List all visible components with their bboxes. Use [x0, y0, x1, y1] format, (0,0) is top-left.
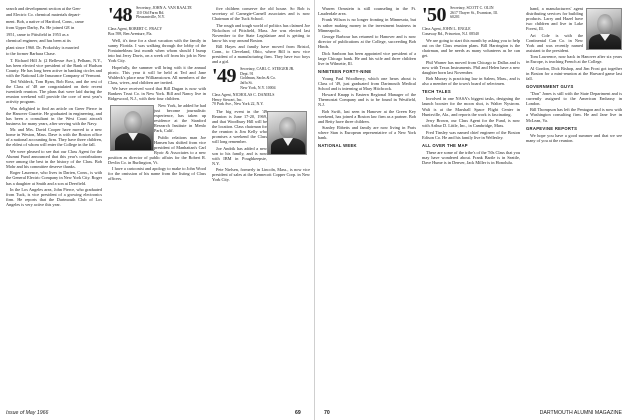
paragraph: Hopefully, the summer will bring with it the annual picnic. This year it will be held at Ted and Jane Waldeck's place near Williamstown. All members of the Class, wives, and children are invited.: [108, 64, 206, 85]
column-5: [422, 6, 520, 402]
column-3-text: [212, 6, 310, 64]
paragraph: We were pleased to see that our Class Agent for the Alumni Fund announced that this year's contributions were among the best in the history of the Class. Bob Mohr and his committee deserve thanks.: [6, 148, 102, 169]
paragraph: "Don" Jones is still with the State Department and is currently assigned to the American Embassy in London.: [526, 90, 622, 106]
paragraph: We are going to start this month by asking you to help out on the Class reunion plans. Bill Harrington is the chairman, and he needs as many volunteers as he can get.: [422, 38, 520, 59]
paragraph: These are some of the tribe's of the '50s Class that you may have wondered about. Frank Bartle is in Seattle, Dave Hume is in Denver, Jack Miller is in Honolulu.: [422, 149, 520, 165]
paragraph: Dick Sanborn has been appointed vice president of a large Chicago bank. He and his wife and three children live in Wilmette, Ill.: [318, 50, 416, 66]
footer-issue: Issue of May 1966: [6, 410, 49, 416]
paragraph: chemical engineer, and has been at its: [6, 38, 71, 44]
footer-magazine: DARTMOUTH ALUMNI MAGAZINE: [539, 410, 622, 416]
section-heading: GRAPEVINE REPORTS: [526, 125, 578, 131]
paragraph: New York, he added he had just become journalistic experience, has taken up residence at the Stanford Research Institute in Menlo Park, Calif.: [154, 102, 206, 134]
paragraph: George Barbour has returned to Hanover and is now director of publications at the College, succeeding Bob Hinds.: [318, 34, 416, 50]
class-header-48: [108, 6, 206, 24]
paragraph: We hope you have a good summer and that we see many of you at the reunion.: [526, 132, 622, 143]
column-2-text: [108, 38, 206, 101]
paragraph: Joe Andrik has added a new son to his family, and is now with IBM in Poughkeepsie, N.Y.: [212, 145, 267, 166]
section-heading: NATIONAL WEEK: [318, 143, 357, 149]
column-1-text-cont: [6, 58, 102, 208]
paragraph: Stanley Ebbetts and family are now living in Paris where Stan is European representative of a New York bank.: [318, 125, 416, 141]
paragraph: Bill Thompson has left the Pentagon and is now with a Washington consulting firm. He and Jane live in McLean, Va.: [526, 107, 622, 123]
address-line: Goldman, Sachs & Co.: [240, 76, 277, 81]
address-line: Jaffa St.: [240, 81, 253, 86]
column-6-text-cont2: [526, 133, 622, 143]
paragraph: Ted Waldeck, Tom Ryan, Bob Ross, and the rest of the Class of '48 are congratulated on their recent twentieth reunion. The plans that were laid during the reunion weekend will provide the core of next year's activity program.: [6, 79, 102, 105]
column-5-text: [422, 38, 520, 86]
address-line: 70 Park Ave., New York 22, N.Y.: [212, 102, 264, 107]
class-header-50: [422, 6, 520, 24]
class-number: '49: [212, 65, 237, 88]
column-6: [526, 6, 622, 402]
address-line: New York, N.Y. 10004: [240, 85, 276, 90]
paragraph: 1951, came to Pittsfield in 1953 as a: [6, 31, 69, 37]
column-rule: [314, 0, 315, 420]
paragraph: I have a cartoonist and apology to make to John Wood for the omission of his name from the listing of Class officers.: [108, 166, 206, 182]
paragraph: Phil Warner has moved from Chicago to Dallas and is now with Texas Instruments. Phil and Helen have a new daughter born last November.: [422, 59, 520, 75]
paragraph: Fred Tinsley was named chief engineer of the Boston Edison Co. He and his family live in Wellesley.: [422, 129, 520, 140]
paragraph: Bob Murray is practicing law in Salem, Mass., and is also a member of the town's board of selectmen.: [422, 76, 520, 87]
section-heading: TECH TALES: [422, 89, 451, 95]
class-header-49: [212, 67, 310, 90]
section-heading: ALL OVER THE MAP: [422, 142, 468, 148]
paragraph: Young Paul Woodberry, which one hears about is Class of '49, just graduated from Dartmouth Medical School and is interning at Mary Hitchcock.: [318, 75, 416, 91]
column-6-text-cont: [526, 91, 622, 123]
paragraph: to the former Barbara Chase.: [6, 51, 56, 57]
paragraph: Jerry Brown, our Class Agent for the Fund, is now with Arthur D. Little, Inc., in Cambridge, Mass.: [422, 118, 520, 129]
portrait-photo: [267, 111, 307, 155]
column-1: [6, 6, 102, 402]
paragraph: T. Richard Hill Jr. (2 Bellevue Ave.), Pelham, N.Y., has been elected vice president of the Bank of Hudson County. He has long been active in banking circles and with the National Life Insurance Company of Vermont.: [6, 57, 102, 78]
paragraph: and Electric Co. chemical materials depart-: [6, 12, 81, 18]
paragraph: We have received word that Bill Dugan is now with Bankers Trust Co. in New York. Bill and Nancy live in Ridgewood, N.J., with their four children.: [108, 86, 206, 102]
column-1-text: [6, 6, 102, 56]
paragraph: Mr. and Mrs. David Cooper have moved to a new home in Weston, Mass. Dave is with the Boston office of a national accounting firm. They have three children, the eldest of whom will enter the College in the fall.: [6, 127, 102, 148]
paragraph: from Upper Darby, Pa. He joined GE in: [6, 25, 75, 31]
class-address: [136, 6, 192, 20]
address-line: Henry Stewart, Inc.: [212, 97, 243, 102]
paragraph: Tom Lawrence, now back in Hanover after six years in Europe, is teaching French at the College.: [526, 54, 622, 65]
class-number: '48: [108, 6, 133, 26]
address-line: 2617 Thayer St., Evanston, Ill.: [450, 10, 498, 15]
page-number-left: 69: [295, 410, 301, 416]
class-agent: [212, 93, 310, 107]
paragraph: Public relations man Joe Hansen has shifted from vice president of Manhattan's Carl Byoir & Associates to a new position as director of public affairs for the Robert R. Devlin Co. in Burlington, Vt.: [108, 134, 206, 165]
paragraph: Frank Wilson is no longer fronting in Minnesota, but is rather making money in the investment business in Minneapolis.: [318, 17, 416, 33]
paragraph: Bob Swift, last seen in Hanover at the Green Key weekend, has joined a Boston law firm as a partner. Bob and Betty have three children.: [318, 108, 416, 124]
class-number: '50: [422, 6, 447, 26]
column-4: [318, 6, 416, 402]
paragraph: Was delighted to find an article on Greer Pierce in the Hanover Gazette. He graduated in engineering, and has been a consultant in the West Coast aircraft business for many years, after serving with the Navy.: [6, 105, 102, 126]
paragraph: Pete Nielsen, formerly in Lincoln, Mass., is now vice president of sales at the Kennecott Copper Corp. in New York City.: [212, 167, 310, 183]
address-line: Secretary, SCOTT C. OLIN: [450, 6, 494, 10]
paragraph: Al Gordon, Dick Bishop, and Jim Frost got together in Boston for a mini-reunion at the Harvard game last fall.: [526, 65, 622, 81]
paragraph: Involved in one NASA's biggest tasks, designing the launch booster for the moon shot, is Walter Nystrom. Walt is at the Marshall Space Flight Center in Huntsville, Ala., and reports the work is fascinating.: [422, 96, 520, 117]
page-number-right: 70: [324, 410, 330, 416]
paragraph: Art Cole is with the Continental Can Co. in New York and was recently named assistant to the president.: [526, 32, 583, 53]
paragraph: The rough and tough world of politics has claimed Joe Nickolson of Pittsfield, Mass. Joe was elected last November to the State Legislature and is getting to know his way around Boston.: [212, 22, 310, 43]
paragraph: search and development section at the Gen-: [6, 6, 81, 11]
paragraph: Warren Ormstein is still counseling in the Ft. Lauderdale area.: [318, 6, 416, 17]
portrait-photo: [110, 105, 154, 151]
paragraph: Bill Hayes and family have moved from Bristol, Conn., to Cleveland, Ohio, where Bill is now vice president of a manufacturing firm. They have two boys and a girl.: [212, 44, 310, 65]
address-line: Box 598, Ben Aventure, Fla.: [108, 31, 153, 36]
address-line: Class Agent, ROBERT C. FRACY: [108, 27, 163, 31]
column-3: [212, 6, 310, 402]
address-line: Conaway Rd., Princeton, N.J. 08540: [422, 31, 479, 36]
column-2: [108, 6, 206, 402]
address-line: 110 Old Farm Rd.: [136, 10, 165, 15]
class-address: [450, 6, 498, 20]
paragraph: plant since 1960. Dr. Prokofsky is married: [6, 44, 79, 50]
address-line: Class Agent, NICHOLAS C. DANIELS: [212, 93, 275, 98]
address-line: Dept. 91: [240, 71, 254, 76]
paragraph: five children conserve the old house. So Bob is secretary of Carnegie-Carnell associates and is now Chairman of the Tuck School.: [212, 6, 310, 22]
paragraph: The big event in the '49 Reunion is June 17-20, 1969, and that Woodbury Hill will be the location. Class chairman for the reunion is Jim Kelly who promises a weekend the Class will long remember.: [212, 109, 267, 145]
address-line: 60201: [450, 15, 460, 20]
column-5-text-cont: [422, 96, 520, 139]
address-line: Class Agent, JOHN L. ENGLE: [422, 27, 471, 31]
paragraph: Well, it's time for a short vacation with the family in sunny Florida. I was walking through the lobby of the Fontainebleau last month when whom should I bump into but Jerry Davis, on a week off from his job in New York City.: [108, 38, 206, 64]
paragraph: Howard Knapp is Eastern Regional Manager of the Thermostat Company and is to be found in Westfield, N.J.: [318, 92, 416, 108]
address-line: Secretary, JOHN A. VAN RAALTE: [136, 6, 192, 10]
column-5-text-cont2: [422, 150, 520, 165]
class-address: [240, 67, 294, 90]
class-agent: [108, 27, 206, 36]
paragraph: In the Los Angeles area, John Pierce, who graduated from Tuck, is vice president of a growing electronics firm. He reports that the Dartmouth Club of Los Angeles is very active this year.: [6, 186, 102, 208]
paragraph: hand, a manufacturers' agent distributing services for building products. Larry and Hazel have two children and live in Lake Forest, Ill.: [526, 6, 583, 32]
column-4-text: [318, 6, 416, 66]
section-heading: NINETEEN FORTY-NINE: [318, 68, 372, 74]
paragraph: Roger Laurence, who lives in Darien, Conn., is with the General Electric Company in New York City. Roger has a daughter at Smith and a son at Deerfield.: [6, 170, 102, 186]
address-line: Pleasantville, N.Y.: [136, 15, 165, 20]
column-4-text-cont: [318, 76, 416, 141]
paragraph: ment. Bob, a native of Hartford, Conn., came: [6, 18, 84, 24]
class-agent: [422, 27, 520, 36]
section-heading: GOVERNMENT GUYS: [526, 83, 574, 89]
portrait-photo: [586, 8, 622, 50]
address-line: Secretary, CARL C. STEIGER JR.: [240, 67, 295, 72]
